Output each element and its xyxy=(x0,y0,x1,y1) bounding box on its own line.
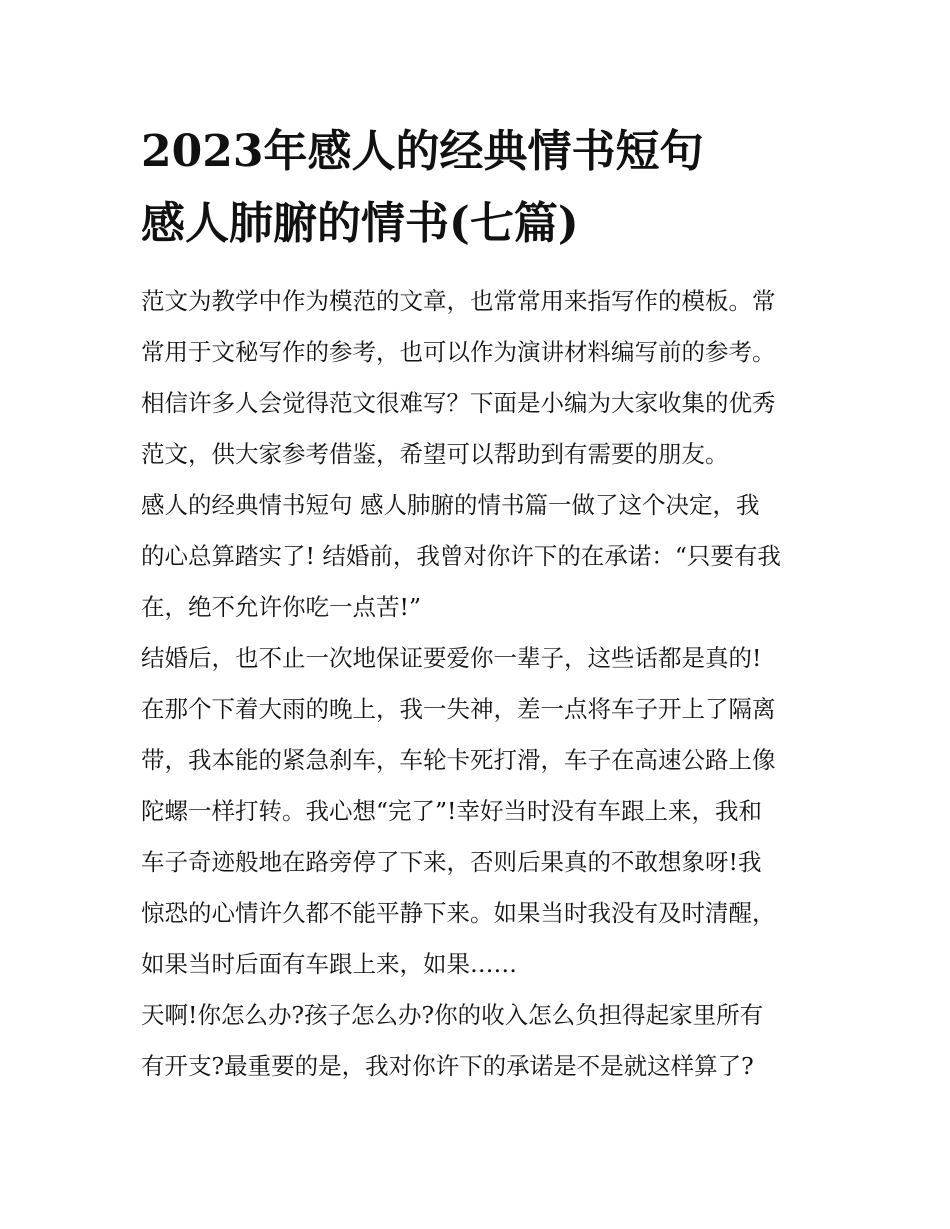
body-line: 范文为教学中作为模范的文章，也常常用来指写作的模板。常 xyxy=(141,287,776,315)
document-body xyxy=(141,276,831,1092)
title-year: 2023 xyxy=(141,126,264,177)
body-line: 在，绝不允许你吃一点苦!” xyxy=(141,593,421,621)
body-line: 天啊!你怎么办?孩子怎么办?你的收入怎么负担得起家里所有 xyxy=(141,1001,764,1029)
title-line-1 xyxy=(141,116,831,188)
body-line: 结婚后，也不止一次地保证要爱你一辈子，这些话都是真的! xyxy=(141,644,762,672)
body-line: 惊恐的心情许久都不能平静下来。如果当时我没有及时清醒， xyxy=(141,899,776,927)
body-line: 范文，供大家参考借鉴，希望可以帮助到有需要的朋友。 xyxy=(141,440,729,468)
document-title xyxy=(141,116,831,260)
body-line: 陀螺一样打转。我心想“完了”!幸好当时没有车跟上来，我和 xyxy=(141,797,762,825)
body-line: 车子奇迹般地在路旁停了下来，否则后果真的不敢想象呀!我 xyxy=(141,848,762,876)
title-line-1-text: 年感人的经典情书短句 xyxy=(263,126,704,177)
body-line: 带，我本能的紧急刹车，车轮卡死打滑，车子在高速公路上像 xyxy=(141,746,776,774)
body-line: 相信许多人会觉得范文很难写？下面是小编为大家收集的优秀 xyxy=(141,389,776,417)
body-line: 的心总算踏实了! 结婚前，我曾对你许下的在承诺：“只要有我 xyxy=(141,542,781,570)
body-line: 感人的经典情书短句 感人肺腑的情书篇一做了这个决定，我 xyxy=(141,491,760,519)
title-line-2-text: 感人肺腑的情书(七篇) xyxy=(141,198,579,249)
body-line: 常用于文秘写作的参考，也可以作为演讲材料编写前的参考。 xyxy=(141,338,776,366)
body-line: 如果当时后面有车跟上来，如果…… xyxy=(141,950,517,978)
title-line-2 xyxy=(141,188,831,260)
body-line: 在那个下着大雨的晚上，我一失神，差一点将车子开上了隔离 xyxy=(141,695,776,723)
body-line: 有开支?最重要的是，我对你许下的承诺是不是就这样算了? xyxy=(141,1052,754,1080)
